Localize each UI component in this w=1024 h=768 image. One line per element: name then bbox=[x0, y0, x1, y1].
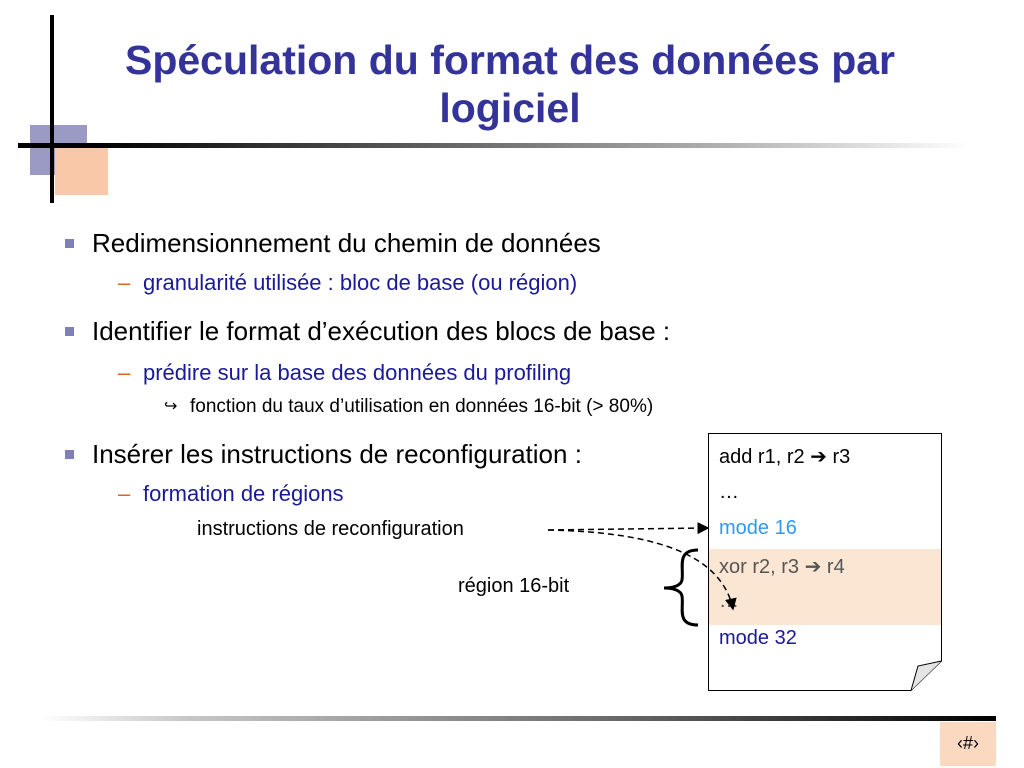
code-line-1-a: add r1, r2 bbox=[719, 446, 805, 468]
dash-marker: – bbox=[118, 360, 131, 385]
slide-title-line2: logiciel bbox=[439, 85, 581, 131]
region-brace bbox=[664, 550, 698, 625]
arrow-right-icon: ➔ bbox=[810, 446, 827, 468]
code-line-5: … bbox=[719, 590, 739, 612]
annotation-region: région 16-bit bbox=[458, 575, 570, 597]
dashed-arrow-to-mode16 bbox=[548, 528, 708, 530]
annotation-reconfig: instructions de reconfiguration bbox=[197, 518, 464, 540]
code-line-4-a: xor r2, r3 bbox=[719, 556, 800, 578]
bullet-1-sub: granularité utilisée : bloc de base (ou région) bbox=[143, 270, 578, 295]
dash-marker: – bbox=[118, 481, 131, 506]
bullet-2-sub: prédire sur la base des données du profiling bbox=[143, 360, 572, 385]
code-line-6: mode 32 bbox=[719, 627, 797, 649]
hook-arrow-icon: ↪ bbox=[164, 398, 178, 415]
code-line-4-b: r4 bbox=[826, 556, 845, 578]
slide-title-line1: Spéculation du format des données par bbox=[124, 37, 895, 83]
bullet-1-text: Redimensionnement du chemin de données bbox=[92, 228, 601, 258]
dash-marker: – bbox=[118, 270, 131, 295]
bullet-2-subsub: fonction du taux d’utilisation en données 16-bit (> 80%) bbox=[190, 396, 654, 417]
code-line-3: mode 16 bbox=[719, 517, 797, 539]
bullet-2-text: Identifier le format d’exécution des blocs de base : bbox=[92, 316, 671, 346]
code-line-2: … bbox=[719, 481, 739, 503]
page-number: ‹#› bbox=[957, 733, 979, 753]
bullet-3-sub: formation de régions bbox=[143, 481, 344, 506]
code-line-1-b: r3 bbox=[832, 446, 851, 468]
dashed-arrow-to-mode32 bbox=[548, 530, 733, 609]
arrow-right-icon: ➔ bbox=[804, 556, 822, 578]
bullet-3-text: Insérer les instructions de reconfiguration : bbox=[92, 439, 582, 469]
